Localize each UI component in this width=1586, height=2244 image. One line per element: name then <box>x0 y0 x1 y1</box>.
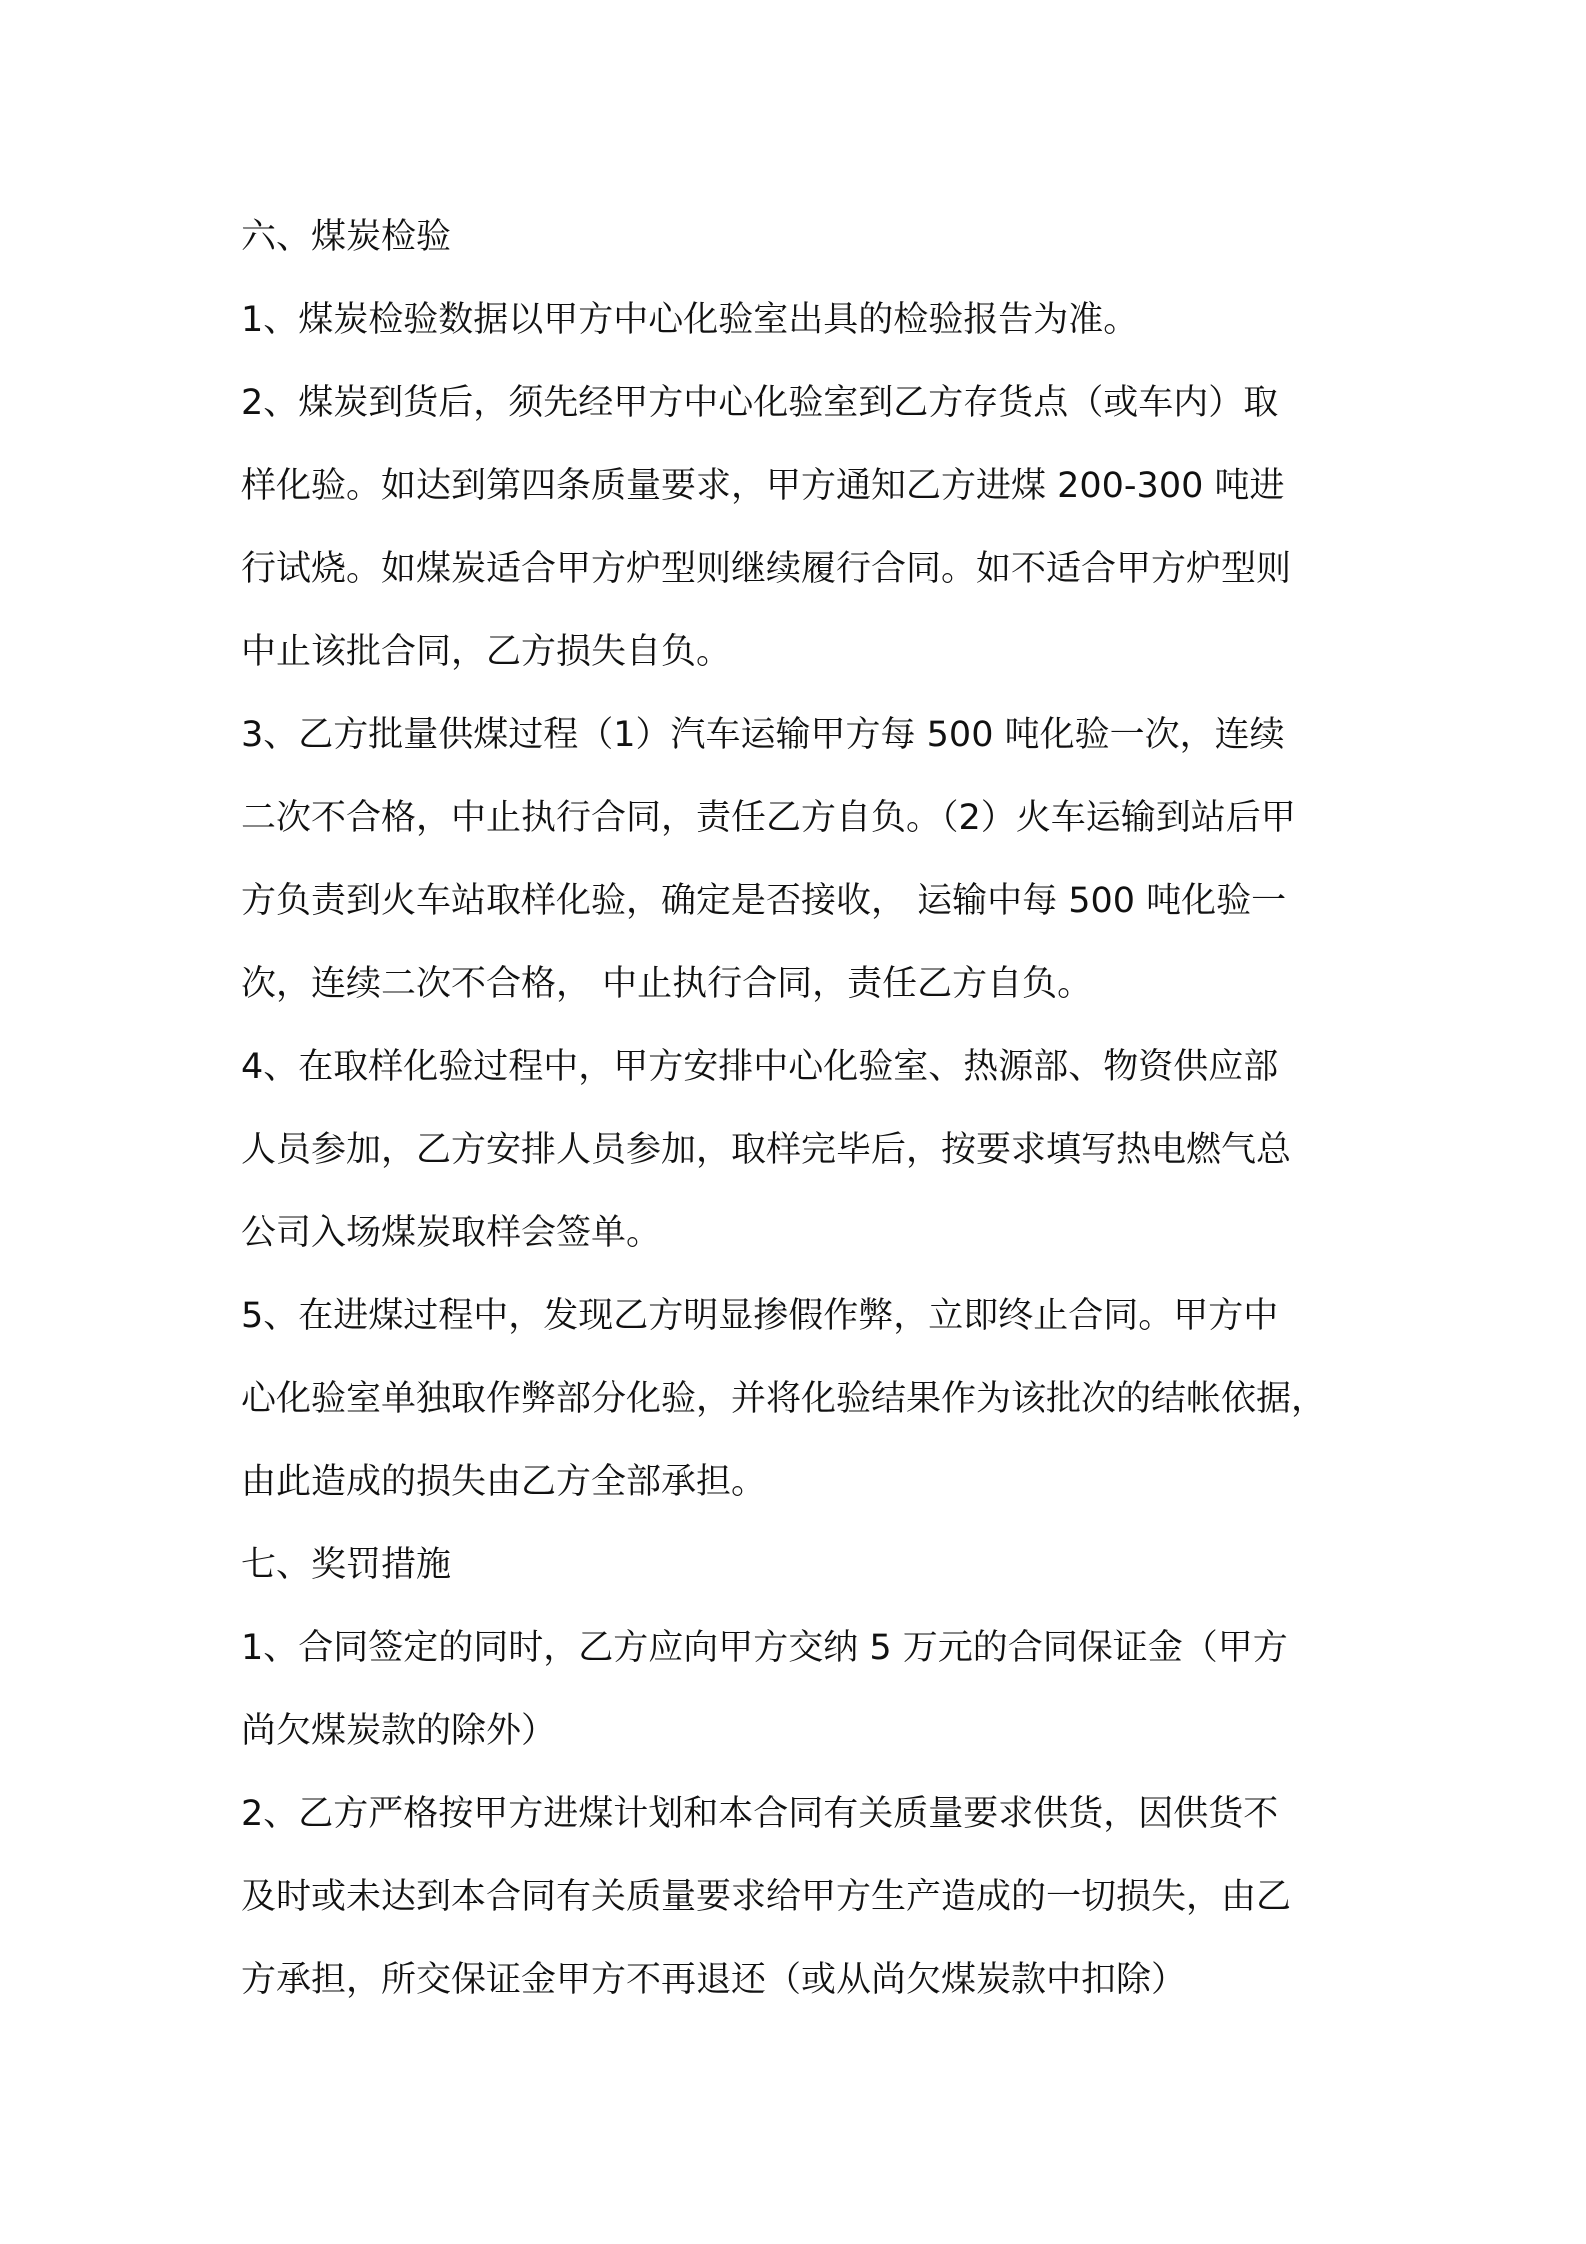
paragraph-line: 方负责到火车站取样化验，确定是否接收， 运输中每 500 吨化验一 <box>241 881 1287 921</box>
paragraph-line: 2、煤炭到货后，须先经甲方中心化验室到乙方存货点（或车内）取 <box>241 383 1279 423</box>
paragraph-line: 中止该批合同，乙方损失自负。 <box>241 632 732 672</box>
paragraph-line: 二次不合格，中止执行合同，责任乙方自负。（2）火车运输到站后甲 <box>241 798 1296 838</box>
paragraph-line: 1、煤炭检验数据以甲方中心化验室出具的检验报告为准。 <box>241 300 1139 340</box>
paragraph-line: 1、合同签定的同时，乙方应向甲方交纳 5 万元的合同保证金（甲方 <box>241 1628 1288 1668</box>
paragraph-line: 2、乙方严格按甲方进煤计划和本合同有关质量要求供货，因供货不 <box>241 1794 1279 1834</box>
paragraph-line: 5、在进煤过程中，发现乙方明显掺假作弊，立即终止合同。甲方中 <box>241 1296 1279 1336</box>
paragraph-line: 人员参加，乙方安排人员参加，取样完毕后，按要求填写热电燃气总 <box>241 1130 1292 1170</box>
paragraph-line: 方承担，所交保证金甲方不再退还（或从尚欠煤炭款中扣除） <box>241 1960 1187 2000</box>
paragraph-line: 行试烧。如煤炭适合甲方炉型则继续履行合同。如不适合甲方炉型则 <box>241 549 1292 589</box>
paragraph-line: 尚欠煤炭款的除外） <box>241 1711 557 1751</box>
paragraph-line: 由此造成的损失由乙方全部承担。 <box>241 1462 767 1502</box>
paragraph-line: 4、在取样化验过程中，甲方安排中心化验室、热源部、物资供应部 <box>241 1047 1279 1087</box>
paragraph-line: 心化验室单独取作弊部分化验，并将化验结果作为该批次的结帐依据， <box>241 1379 1327 1419</box>
section-heading-rewards-penalties: 七、奖罚措施 <box>241 1545 452 1585</box>
document-body <box>241 196 1363 2022</box>
section-heading-coal-inspection: 六、煤炭检验 <box>241 217 452 257</box>
paragraph-line: 及时或未达到本合同有关质量要求给甲方生产造成的一切损失，由乙 <box>241 1877 1292 1917</box>
paragraph-line: 3、乙方批量供煤过程（1）汽车运输甲方每 500 吨化验一次，连续 <box>241 715 1285 755</box>
paragraph-line: 样化验。如达到第四条质量要求，甲方通知乙方进煤 200-300 吨进 <box>241 466 1285 506</box>
paragraph-line: 公司入场煤炭取样会签单。 <box>241 1213 662 1253</box>
paragraph-line: 次，连续二次不合格， 中止执行合同，责任乙方自负。 <box>241 964 1093 1004</box>
